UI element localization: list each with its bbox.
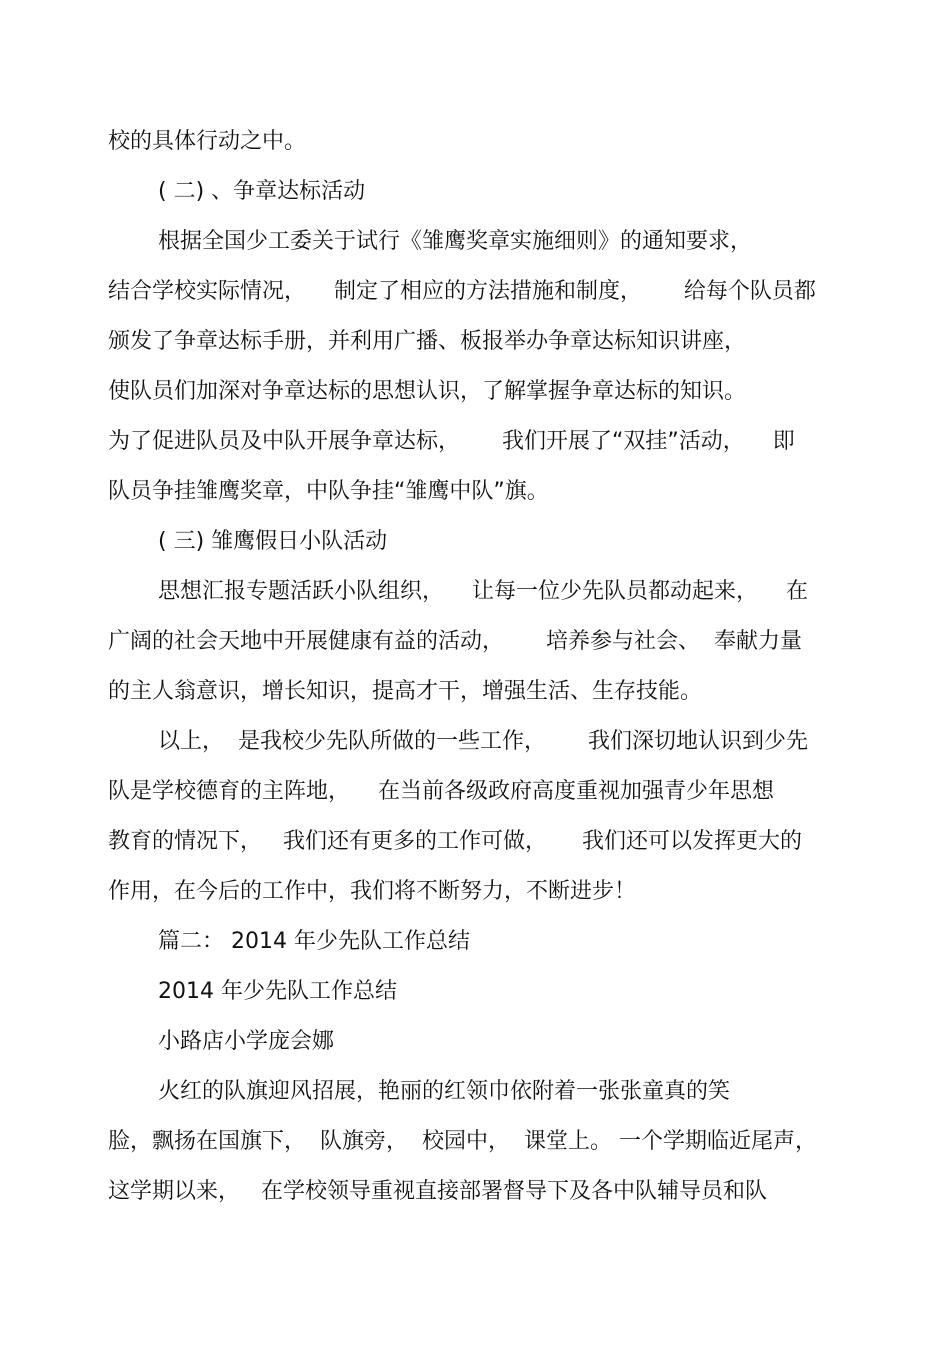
text-line: 根据全国少工委关于试行《雏鹰奖章实施细则》的通知要求， [158, 229, 753, 254]
text-line: 结合学校实际情况， 制定了相应的方法措施和制度， 给每个队员都 [108, 279, 816, 304]
section-heading: ( 二) 、争章达标活动 [158, 179, 366, 204]
text-line: 作用，在今后的工作中，我们将不断努力，不断进步！ [108, 879, 637, 904]
text-line: 思想汇报专题活跃小队组织， 让每一位少先队员都动起来， 在 [158, 579, 808, 604]
author-line: 小路店小学庞会娜 [158, 1029, 335, 1054]
text-line: 校的具体行动之中。 [108, 129, 307, 154]
document-title: 2014 年少先队工作总结 [158, 979, 397, 1004]
text-line: 为了促进队员及中队开展争章达标， 我们开展了“双挂”活动， 即 [108, 429, 795, 454]
section-heading: ( 三) 雏鹰假日小队活动 [158, 529, 388, 554]
text-line: 以上， 是我校少先队所做的一些工作， 我们深切地认识到少先 [158, 729, 808, 754]
text-line: 队员争挂雏鹰奖章，中队争挂“雏鹰中队”旗。 [108, 479, 549, 504]
text-line: 脸，飘扬在国旗下， 队旗旁， 校园中， 课堂上。 一个学期临近尾声， [108, 1129, 817, 1154]
text-line: 教育的情况下， 我们还有更多的工作可做， 我们还可以发挥更大的 [108, 829, 802, 854]
section-heading: 篇二： 2014 年少先队工作总结 [158, 929, 470, 954]
text-line: 火红的队旗迎风招展，艳丽的红领巾依附着一张张童真的笑 [158, 1079, 731, 1104]
text-line: 的主人翁意识，增长知识，提高才干，增强生活、生存技能。 [108, 679, 703, 704]
text-line: 队是学校德育的主阵地， 在当前各级政府高度重视加强青少年思想 [108, 779, 774, 804]
text-line: 这学期以来， 在学校领导重视直接部署督导下及各中队辅导员和队 [108, 1179, 767, 1204]
text-line: 颁发了争章达标手册，并利用广播、板报举办争章达标知识讲座， [108, 329, 747, 354]
text-line: 广阔的社会天地中开展健康有益的活动， 培养参与社会、 奉献力量 [108, 629, 802, 654]
text-line: 使队员们加深对争章达标的思想认识，了解掌握争章达标的知识。 [108, 379, 747, 404]
